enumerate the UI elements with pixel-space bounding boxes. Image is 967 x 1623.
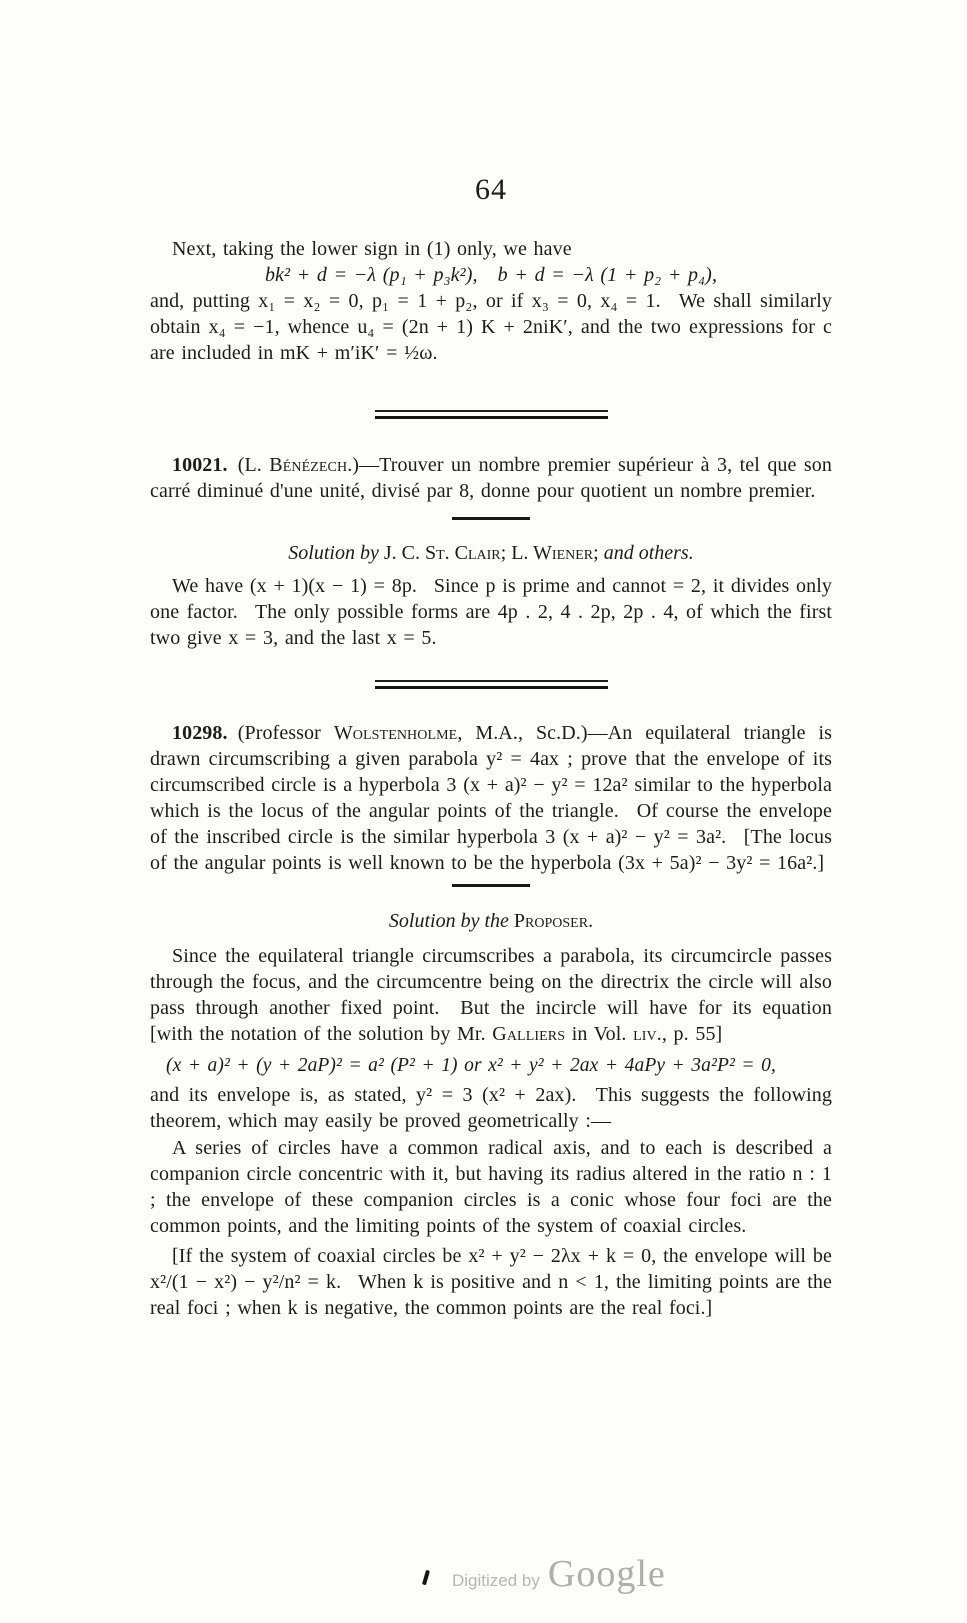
- volume-numeral: liv: [633, 1023, 657, 1045]
- problem-10298-author: Wolstenholme: [333, 722, 458, 744]
- double-rule-divider: [375, 680, 608, 689]
- solution-paragraph-1: [150, 943, 832, 1047]
- solution-text: in Vol.: [565, 1023, 634, 1045]
- problem-10298-author-prefix: (Professor: [227, 722, 334, 744]
- pen-mark-icon: [422, 1570, 430, 1586]
- solution-heading-10021: [150, 540, 832, 566]
- top-equation: bk² + d = −λ (p₁ + p₃k²), b + d = −λ (1 + p₂ + p₄),: [264, 264, 718, 286]
- short-rule: [452, 517, 530, 520]
- solution-tail: and others.: [603, 542, 694, 564]
- solver-name-1: J. C. St. Clair: [383, 542, 501, 564]
- referenced-name: Galliers: [492, 1023, 566, 1045]
- page-number: 64: [475, 173, 507, 206]
- solver-separator-1: ;: [500, 542, 512, 564]
- digitized-by-text: Digitized by: [452, 1571, 540, 1590]
- solution-text: Since the equilateral triangle circumscribes a parabola, its circumcircle passes through the focus, and the circumcentre being on the directrix the circle will also pass through another fixed point. But the incircle will have for its equation [with the notation of the solution by Mr.: [150, 945, 832, 1045]
- problem-10021-number: 10021.: [172, 454, 228, 476]
- solution-body-10021: We have (x + 1)(x − 1) = 8p. Since p is prime and cannot = 2, it divides only one factor. The only possible forms are 4p . 2, 4 . 2p, 2p . 4, of which the first two give x = 3, and the last x = 5.: [150, 575, 832, 649]
- proposer-name: Proposer: [513, 910, 589, 932]
- incircle-equation: (x + a)² + (y + 2aP)² = a² (P² + 1) or x² + y² + 2ax + 4aPy + 3a²P² = 0,: [166, 1055, 776, 1076]
- problem-10021-statement: .)—Trouver un nombre premier supérieur à 3, tel que son carré diminué d'une unité, divisé par 8, donne pour quotient un nombre premier.: [150, 454, 832, 502]
- problem-10021-author-prefix: (L.: [227, 454, 270, 476]
- solution-tail: .: [588, 910, 594, 932]
- problem-10298-statement: , M.A., Sc.D.)—An equilateral triangle is drawn circumscribing a given parabola y² = 4ax ; prove that the envelope of its circumscribed circle is a hyperbola 3 (x + a)² − y² = 12a² similar to the hyperbola which is the locus of the angular points of the triangle. Of course the envelope of the inscribed circle is the similar hyperbola 3 (x + a)² − y² = 3a². [The locus of the angular points is well known to be the hyperbola (3x + 5a)² − 3y² = 16a².]: [150, 722, 832, 874]
- solution-paragraph-4: [If the system of coaxial circles be x² + y² − 2λx + k = 0, the envelope will be x²/(1 − x²) − y²/n² = k. When k is positive and n < 1, the limiting points are the real foci ; when k is negative, the common points are the real foci.]: [150, 1245, 832, 1319]
- intro-line: Next, taking the lower sign in (1) only, we have: [172, 238, 572, 260]
- problem-10298: [150, 720, 832, 876]
- solver-separator-2: ;: [593, 542, 604, 564]
- short-rule: [452, 884, 530, 887]
- solution-text: ., p. 55]: [656, 1023, 723, 1045]
- solution-lead: Solution by: [288, 542, 384, 564]
- problem-10021-author: Bénézech: [269, 454, 348, 476]
- solver-name-2: L. Wiener: [511, 542, 594, 564]
- problem-10298-number: 10298.: [172, 722, 228, 744]
- top-paragraph: and, putting x₁ = x₂ = 0, p₁ = 1 + p₂, or if x₃ = 0, x₄ = 1. We shall similarly obtain x₄ = −1, whence u₄ = (2n + 1) K + 2niK′, and the two expressions for c are included in mK + m′iK′ = ½ω.: [150, 290, 832, 364]
- double-rule-divider: [375, 410, 608, 419]
- solution-lead: Solution by the: [388, 910, 514, 932]
- watermark: [452, 1552, 666, 1596]
- problem-10021: [150, 452, 832, 504]
- solution-heading-10298: [150, 908, 832, 934]
- solution-paragraph-3: A series of circles have a common radical axis, and to each is described a companion circle concentric with it, but having its radius altered in the ratio n : 1 ; the envelope of these companion circles is a conic whose four foci are the common points, and the limiting points of the system of coaxial circles.: [150, 1137, 832, 1237]
- google-logo: Google: [547, 1553, 666, 1595]
- solution-paragraph-2: and its envelope is, as stated, y² = 3 (x² + 2ax). This suggests the following theorem, which may easily be proved geometrically :—: [150, 1084, 832, 1132]
- text-column: [150, 172, 832, 1321]
